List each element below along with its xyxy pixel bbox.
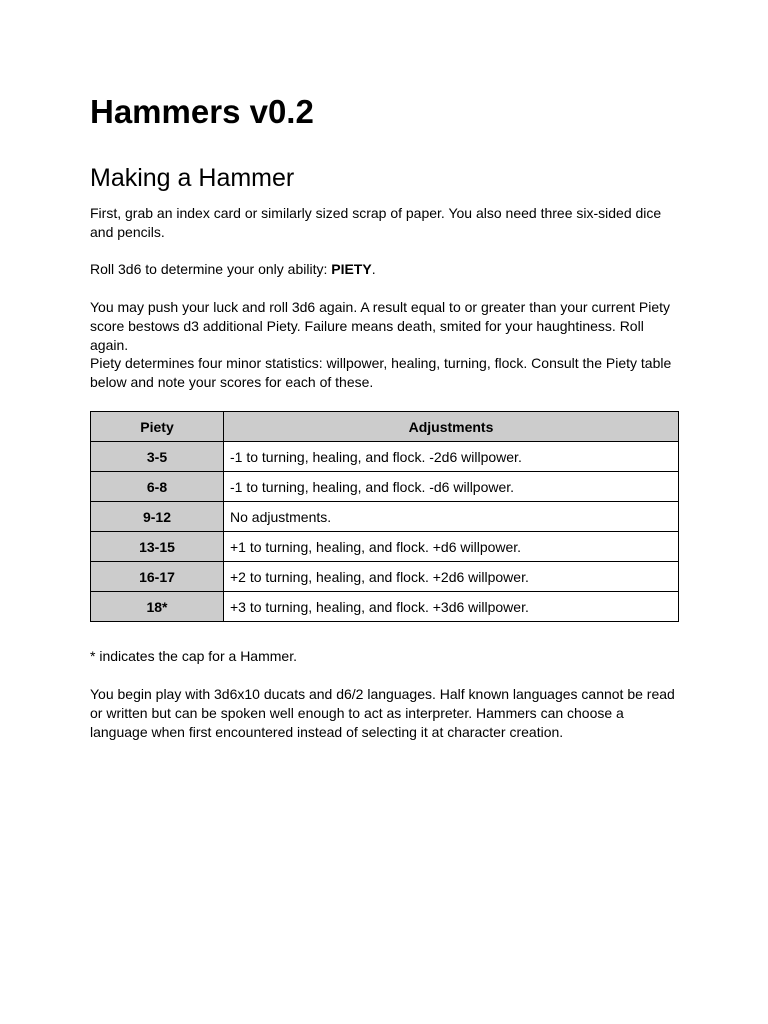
section-heading: Making a Hammer bbox=[90, 164, 295, 192]
adjustment-cell: -1 to turning, healing, and flock. -d6 willpower. bbox=[224, 472, 679, 502]
piety-value-cell: 13-15 bbox=[91, 532, 224, 562]
document-title: Hammers v0.2 bbox=[90, 93, 314, 130]
adjustment-cell: +2 to turning, healing, and flock. +2d6 willpower. bbox=[224, 562, 679, 592]
piety-column-header: Piety bbox=[91, 412, 224, 442]
table-row bbox=[91, 592, 679, 622]
adjustment-cell: +1 to turning, healing, and flock. +d6 willpower. bbox=[224, 532, 679, 562]
paragraph-roll-piety bbox=[90, 260, 680, 279]
adjustment-cell: -1 to turning, healing, and flock. -2d6 willpower. bbox=[224, 442, 679, 472]
adjustment-cell: No adjustments. bbox=[224, 502, 679, 532]
piety-value-cell: 3-5 bbox=[91, 442, 224, 472]
piety-value-cell: 6-8 bbox=[91, 472, 224, 502]
piety-table bbox=[90, 411, 679, 622]
piety-value-cell: 16-17 bbox=[91, 562, 224, 592]
roll-piety-text: Roll 3d6 to determine your only ability: bbox=[90, 261, 332, 277]
paragraph-materials: First, grab an index card or similarly sized scrap of paper. You also need three six-sided dice and pencils. bbox=[90, 205, 662, 240]
adjustments-column-header: Adjustments bbox=[224, 412, 679, 442]
piety-keyword: PIETY bbox=[331, 261, 372, 277]
table-row bbox=[91, 472, 679, 502]
paragraph-minor-stats: Piety determines four minor statistics: willpower, healing, turning, flock. Consult the Piety table below and note your scores for each of these. bbox=[90, 355, 672, 390]
table-row bbox=[91, 562, 679, 592]
paragraph-starting-resources: You begin play with 3d6x10 ducats and d6/2 languages. Half known languages cannot be read or written but can be spoken well enough to act as interpreter. Hammers can choose a language when first encountered instead of selecting it at character creation. bbox=[90, 686, 675, 740]
table-row bbox=[91, 532, 679, 562]
table-row bbox=[91, 502, 679, 532]
piety-value-cell: 9-12 bbox=[91, 502, 224, 532]
table-row bbox=[91, 442, 679, 472]
adjustment-cell: +3 to turning, healing, and flock. +3d6 willpower. bbox=[224, 592, 679, 622]
paragraph-cap-note: * indicates the cap for a Hammer. bbox=[90, 648, 297, 664]
piety-table-header-row bbox=[91, 412, 679, 442]
paragraph-push-luck: You may push your luck and roll 3d6 again. A result equal to or greater than your current Piety score bestows d3 additional Piety. Failure means death, smited for your haughtiness. Roll again. bbox=[90, 299, 671, 353]
piety-value-cell: 18* bbox=[91, 592, 224, 622]
roll-piety-suffix: . bbox=[371, 261, 376, 277]
